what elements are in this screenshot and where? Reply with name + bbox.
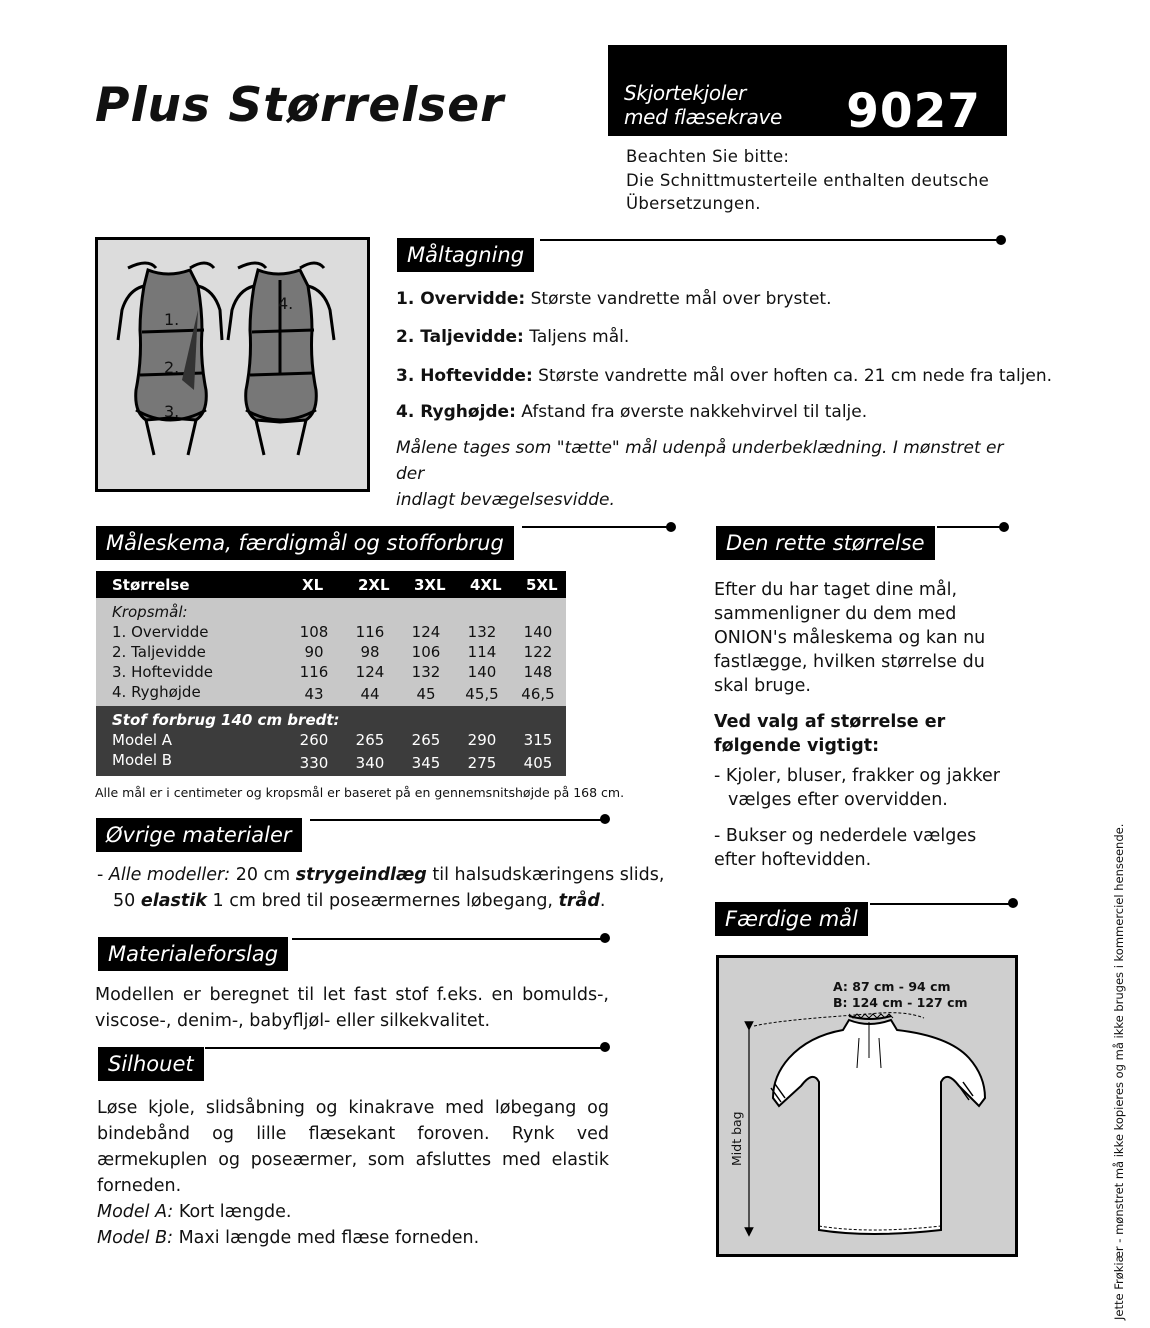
measure-text: Største vandrette mål over brystet. bbox=[530, 289, 832, 309]
finished-line-b: B: 124 cm - 127 cm bbox=[833, 995, 968, 1010]
cell: 124 bbox=[342, 662, 398, 682]
model-b-label: Model B: bbox=[97, 1228, 174, 1248]
cell: 43 bbox=[286, 682, 342, 706]
text-run: . bbox=[599, 891, 606, 911]
text-emph: tråd bbox=[558, 891, 600, 911]
finished-line-a: A: 87 cm - 94 cm bbox=[833, 979, 951, 994]
measure-label: 1. Overvidde: bbox=[396, 289, 526, 309]
measure-label: 4. Ryghøjde: bbox=[396, 402, 516, 422]
cell: 265 bbox=[342, 730, 398, 750]
cell: 122 bbox=[510, 642, 566, 662]
other-materials-heading: Øvrige materialer bbox=[96, 818, 302, 852]
row-label: 2. Taljevidde bbox=[96, 642, 286, 662]
measure-item bbox=[396, 366, 1052, 386]
figure-label-4: 4. bbox=[278, 294, 294, 313]
measuring-note-line: Målene tages som "tætte" mål udenpå underbeklædning. I mønstret er der bbox=[396, 438, 1004, 484]
measure-text: Taljens mål. bbox=[529, 327, 630, 347]
divider bbox=[205, 1047, 606, 1049]
divider bbox=[540, 239, 1000, 241]
divider-dot bbox=[600, 814, 610, 824]
models-label: Alle modeller: bbox=[108, 865, 231, 885]
column-header: Størrelse bbox=[96, 571, 286, 598]
cell: 148 bbox=[510, 662, 566, 682]
divider-dot bbox=[600, 1042, 610, 1052]
right-size-important: Ved valg af størrelse er følgende vigtigt: bbox=[714, 712, 946, 756]
pattern-number: 9027 bbox=[846, 84, 981, 139]
row-label: 3. Hoftevidde bbox=[96, 662, 286, 682]
size-footnote: Alle mål er i centimeter og kropsmål er baseret på en gennemsnitshøjde på 168 cm. bbox=[95, 785, 625, 800]
text-emph: strygeindlæg bbox=[295, 865, 427, 885]
silhouette-text bbox=[97, 1095, 609, 1251]
divider-dot bbox=[666, 522, 676, 532]
cell: 405 bbox=[510, 750, 566, 776]
cell: 265 bbox=[398, 730, 454, 750]
column-header: 3XL bbox=[398, 571, 454, 598]
right-size-bullet-1: - Kjoler, bluser, frakker og jakker vælges efter overvidden. bbox=[714, 766, 1000, 810]
divider bbox=[522, 526, 670, 528]
measure-item bbox=[396, 327, 629, 347]
cell: 340 bbox=[342, 750, 398, 776]
divider bbox=[937, 526, 1003, 528]
right-size-bullet-2: - Bukser og nederdele vælges efter hoftevidden. bbox=[714, 826, 977, 870]
table-row bbox=[96, 750, 566, 776]
other-materials-text bbox=[97, 862, 665, 914]
divider-dot bbox=[999, 522, 1009, 532]
silhouette-heading: Silhouet bbox=[98, 1047, 204, 1081]
column-header: 2XL bbox=[342, 571, 398, 598]
table-header-row bbox=[96, 571, 566, 598]
figure-label-3: 3. bbox=[164, 402, 180, 421]
text-run: til halsudskæringens slids, bbox=[426, 865, 665, 885]
note-line: Die Schnittmusterteile enthalten deutsche bbox=[626, 170, 990, 190]
divider bbox=[870, 903, 1014, 905]
cell: 44 bbox=[342, 682, 398, 706]
table-row bbox=[96, 642, 566, 662]
pattern-subtitle bbox=[624, 81, 782, 129]
model-a-label: Model A: bbox=[97, 1202, 174, 1222]
measure-text: Største vandrette mål over hoften ca. 21 cm nede fra taljen. bbox=[538, 366, 1053, 386]
cell: 132 bbox=[454, 622, 510, 642]
body-measure-label: Kropsmål: bbox=[96, 598, 566, 622]
right-size-heading: Den rette størrelse bbox=[716, 526, 935, 560]
fabric-usage-label: Stof forbrug 140 cm bredt: bbox=[96, 706, 566, 730]
measure-text: Afstand fra øverste nakkehvirvel til talje. bbox=[521, 402, 868, 422]
cell: 116 bbox=[286, 662, 342, 682]
page-title: Plus Størrelser bbox=[95, 78, 505, 133]
column-header: 5XL bbox=[510, 571, 566, 598]
center-back-label: Midt bag bbox=[729, 1111, 744, 1166]
text-emph: elastik bbox=[140, 891, 207, 911]
title-box bbox=[608, 45, 1007, 139]
right-size-text: Efter du har taget dine mål, sammenligner du dem med ONION's måleskema og kan nu fastlægge, hvilken størrelse du skal bruge. bbox=[714, 580, 986, 696]
cell: 108 bbox=[286, 622, 342, 642]
model-b-text: Maxi længde med flæse forneden. bbox=[173, 1228, 480, 1248]
cell: 45,5 bbox=[454, 682, 510, 706]
cell: 315 bbox=[510, 730, 566, 750]
german-note bbox=[626, 145, 989, 216]
measure-item bbox=[396, 402, 867, 422]
figure-label-2: 2. bbox=[164, 358, 180, 377]
cell: 330 bbox=[286, 750, 342, 776]
row-label: 4. Ryghøjde bbox=[96, 682, 286, 706]
row-label: Model A bbox=[96, 730, 286, 750]
copyright-side-text: Jette Frøkiær - mønstret må ikke kopieres og må ikke bruges i kommerciel henseende. bbox=[1112, 823, 1126, 1320]
cell: 260 bbox=[286, 730, 342, 750]
column-header: 4XL bbox=[454, 571, 510, 598]
subtitle-line-2: med flæsekrave bbox=[624, 105, 783, 129]
measuring-note-line: indlagt bevægelsesvidde. bbox=[396, 490, 615, 510]
model-a-text: Kort længde. bbox=[173, 1202, 292, 1222]
cell: 106 bbox=[398, 642, 454, 662]
subtitle-line-1: Skjortekjoler bbox=[624, 81, 746, 105]
cell: 132 bbox=[398, 662, 454, 682]
cell: 46,5 bbox=[510, 682, 566, 706]
measuring-note bbox=[396, 435, 1036, 513]
table-row bbox=[96, 622, 566, 642]
size-table bbox=[96, 571, 566, 776]
note-line: Beachten Sie bitte: bbox=[626, 147, 790, 166]
column-header: XL bbox=[286, 571, 342, 598]
text-run: 1 cm bred til poseærmernes løbegang, bbox=[206, 891, 559, 911]
measure-item bbox=[396, 289, 832, 309]
table-row bbox=[96, 730, 566, 750]
size-chart-heading: Måleskema, færdigmål og stofforbrug bbox=[96, 526, 514, 560]
row-label: 1. Overvidde bbox=[96, 622, 286, 642]
table-section-row bbox=[96, 598, 566, 622]
divider bbox=[292, 938, 606, 940]
divider-dot bbox=[996, 235, 1006, 245]
cell: 98 bbox=[342, 642, 398, 662]
text-run: 50 bbox=[113, 891, 141, 911]
cell: 114 bbox=[454, 642, 510, 662]
table-row bbox=[96, 682, 566, 706]
cell: 90 bbox=[286, 642, 342, 662]
cell: 290 bbox=[454, 730, 510, 750]
measure-label: 3. Hoftevidde: bbox=[396, 366, 533, 386]
table-row bbox=[96, 662, 566, 682]
figure-label-1: 1. bbox=[164, 310, 180, 329]
cell: 45 bbox=[398, 682, 454, 706]
dress-illustration-box bbox=[716, 955, 1018, 1257]
note-line: Übersetzungen. bbox=[626, 194, 761, 213]
table-section-row bbox=[96, 706, 566, 730]
cell: 116 bbox=[342, 622, 398, 642]
divider bbox=[310, 819, 606, 821]
text-prefix: - bbox=[97, 865, 109, 885]
material-suggestion-heading: Materialeforslag bbox=[98, 937, 288, 971]
body-outline-illustration bbox=[98, 240, 367, 489]
cell: 275 bbox=[454, 750, 510, 776]
cell: 345 bbox=[398, 750, 454, 776]
measuring-figure bbox=[95, 237, 370, 492]
material-suggestion-text: Modellen er beregnet til let fast stof f.eks. en bomulds-, viscose-, denim-, babyfljøl- eller silkekvalitet. bbox=[95, 985, 609, 1031]
cell: 140 bbox=[454, 662, 510, 682]
silhouette-description: Løse kjole, slidsåbning og kinakrave med løbegang og bindebånd og lille flæsekant foroven. Rynk ved ærmekuplen og poseærmer, som afsluttes med elastik forneden. bbox=[97, 1098, 609, 1196]
cell: 124 bbox=[398, 622, 454, 642]
measuring-heading: Måltagning bbox=[397, 238, 534, 272]
row-label: Model B bbox=[96, 750, 286, 776]
cell: 140 bbox=[510, 622, 566, 642]
divider-dot bbox=[1008, 898, 1018, 908]
measure-label: 2. Taljevidde: bbox=[396, 327, 524, 347]
text-run: 20 cm bbox=[230, 865, 296, 885]
divider-dot bbox=[600, 933, 610, 943]
finished-measurements-heading: Færdige mål bbox=[715, 902, 868, 936]
